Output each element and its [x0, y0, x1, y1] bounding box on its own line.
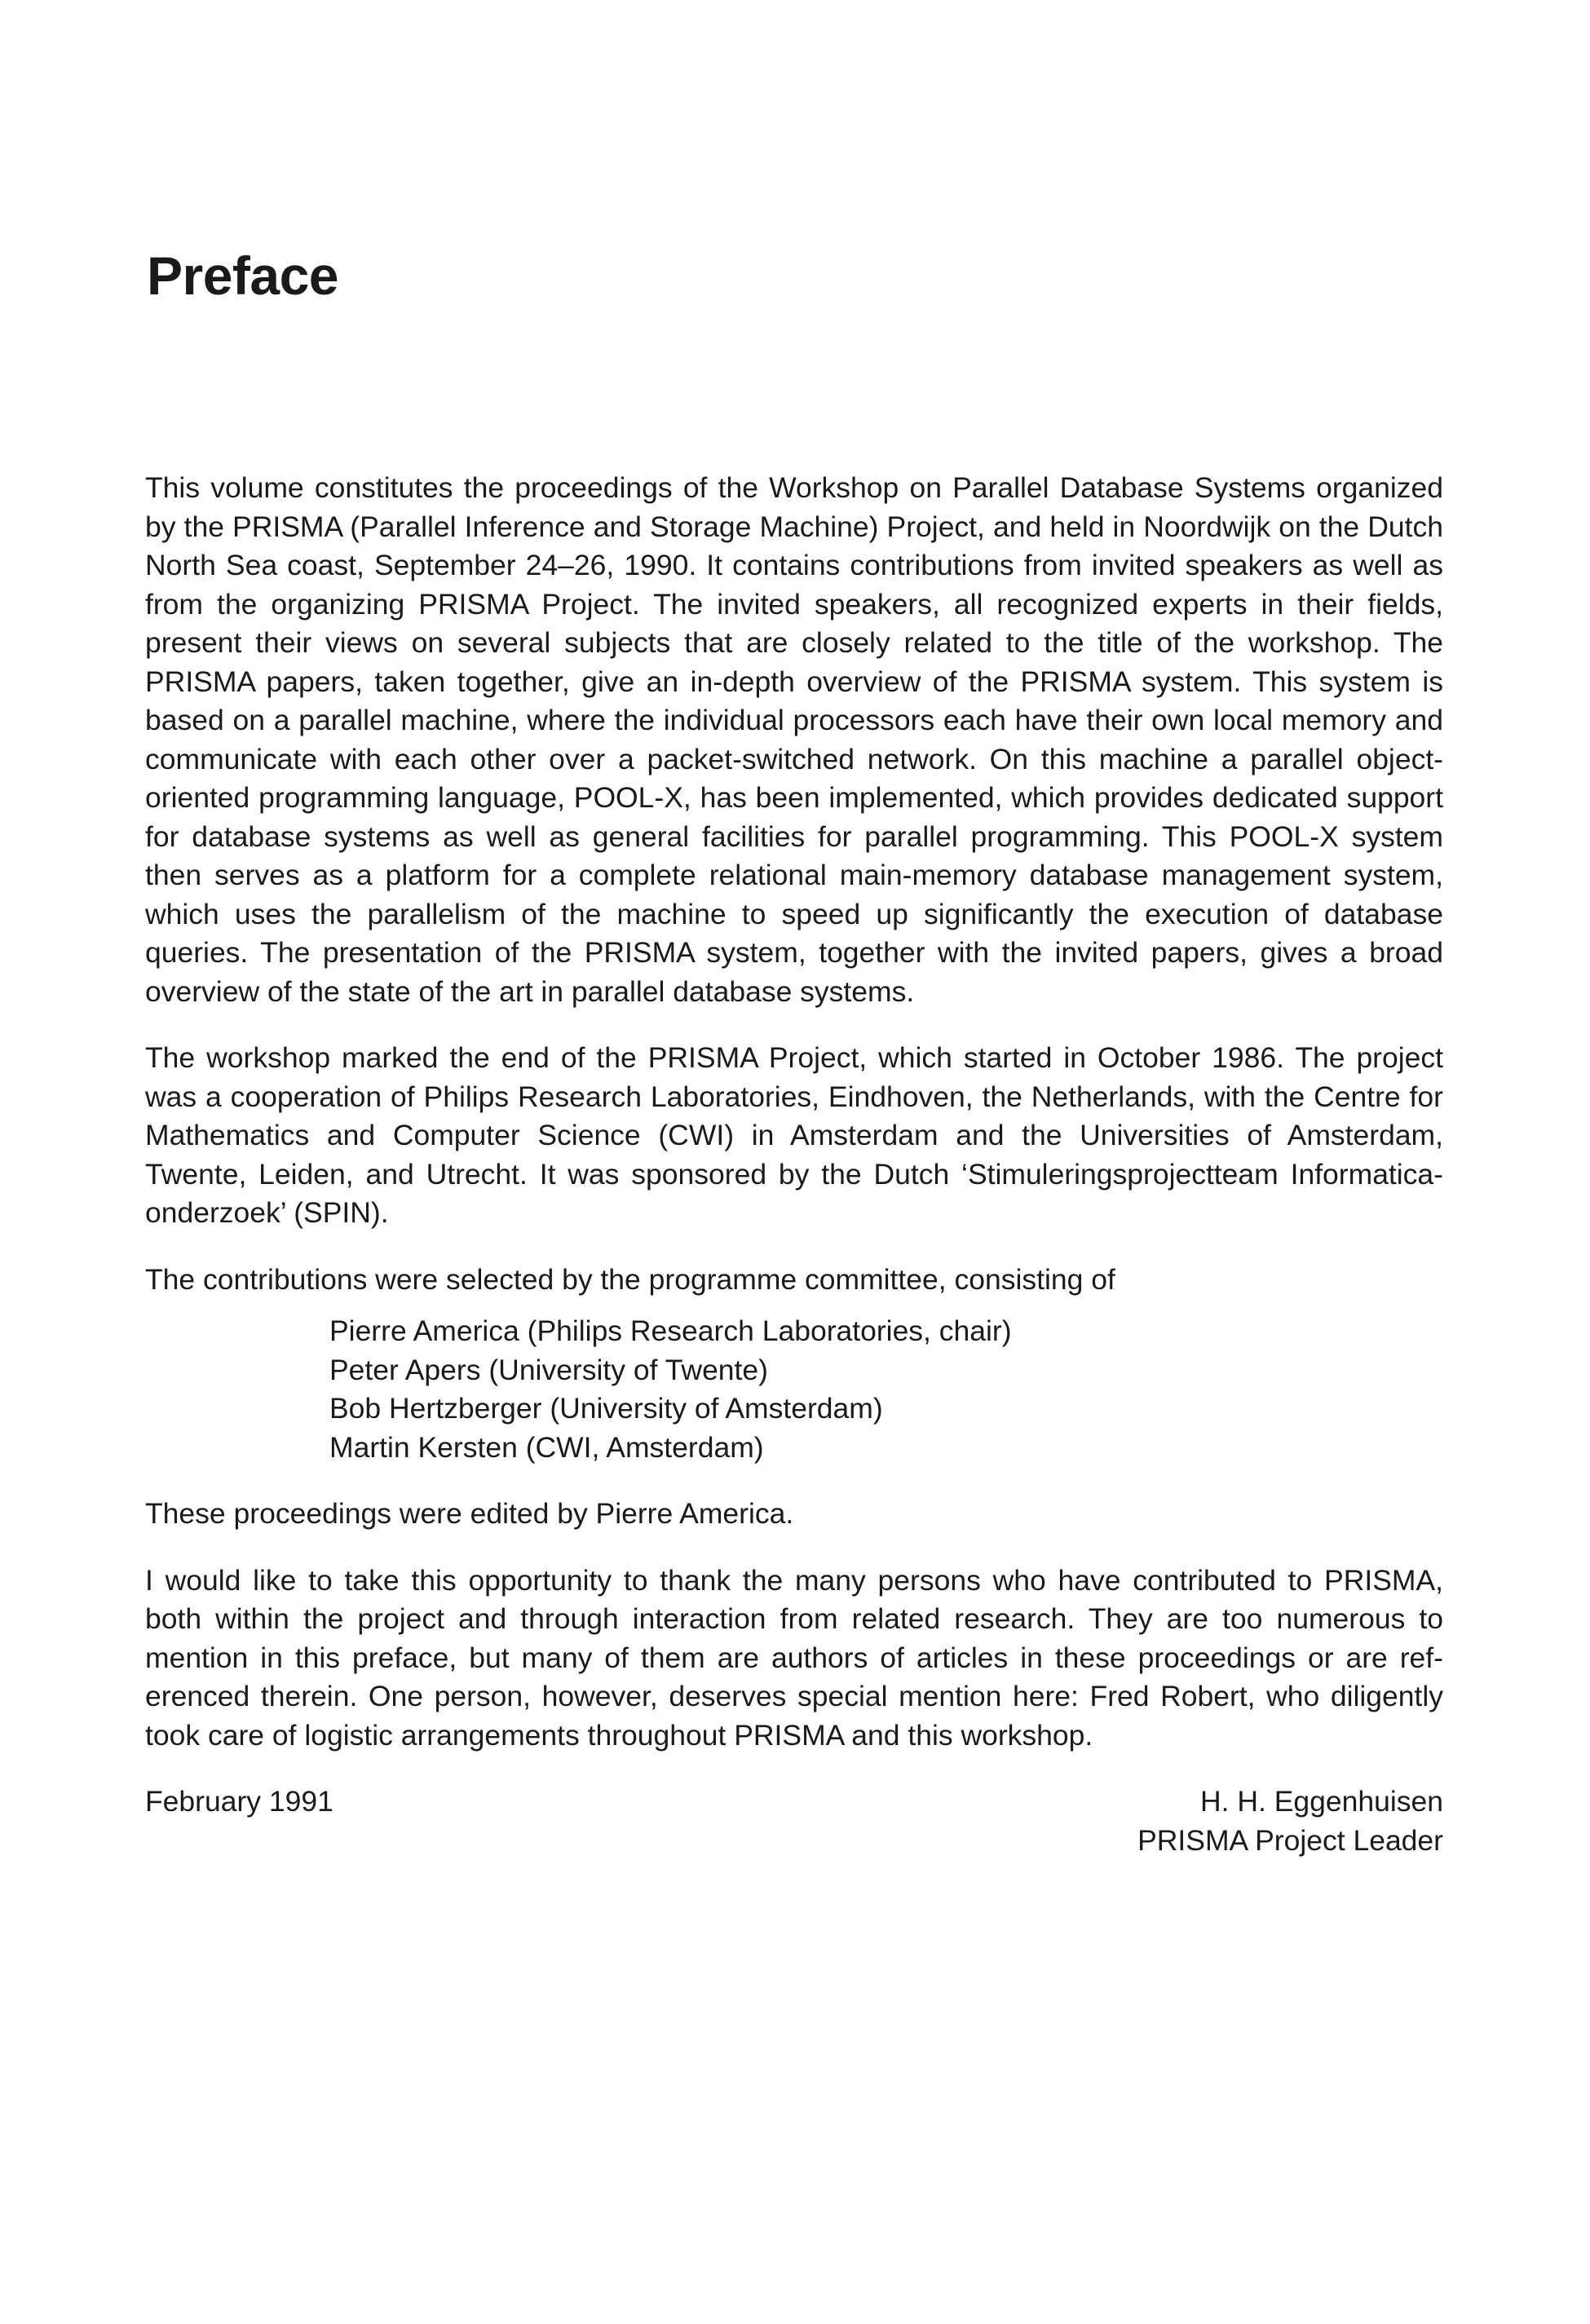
- paragraph-intro: This volume constitutes the proceedings of the Workshop on Parallel Database Systems organized by the PRISMA (Parallel Inference and Storage Machine) Project, and held in Noordwijk on the Dutch North Sea coast, September 24–26, 1990. It contains contributions from invited speakers as well as from the organizing PRISMA Project. The invited speakers, all recognized experts in their fields, present their views on several subjects that are closely related to the title of the workshop. The PRISMA papers, taken together, give an in-depth overview of the PRISMA system. This system is based on a parallel machine, where the individual processors each have their own local memory and communicate with each other over a packet-switched network. On this machine a parallel object-oriented programming language, POOL-X, has been implemented, which provides dedicated support for database systems as well as general facilities for parallel programming. This POOL-X system then serves as a platform for a complete relational main-memory database management system, which uses the parallelism of the machine to speed up significantly the execution of database queries. The presentation of the PRISMA system, together with the invited papers, gives a broad overview of the state of the art in parallel database systems.: [145, 471, 1443, 1008]
- author-name: H. H. Eggenhuisen: [1200, 1785, 1443, 1818]
- author-signature: [1137, 1783, 1443, 1860]
- paragraph-project: The workshop marked the end of the PRISMA Project, which started in October 1986. The project was a cooperation of Philips Research Laboratories, Eindhoven, the Netherlands, with the Centre for Mathematics and Computer Science (CWI) in Amsterdam and the Universities of Amsterdam, Twente, Leiden, and Utrecht. It was sponsored by the Dutch ‘Stimuleringsprojectteam Informatica-onderzoek’ (SPIN).: [145, 1041, 1443, 1229]
- date-line: February 1991: [145, 1785, 333, 1818]
- committee-list: [329, 1312, 1443, 1467]
- committee-member: Pierre America (Philips Research Laboratories, chair): [329, 1314, 1012, 1347]
- page-title: Preface: [147, 245, 339, 306]
- paragraph-committee-intro: The contributions were selected by the programme committee, consisting of: [145, 1262, 1115, 1296]
- committee-member: Peter Apers (University of Twente): [329, 1353, 768, 1386]
- preface-body: [145, 469, 1443, 1860]
- paragraph-editor: These proceedings were edited by Pierre America.: [145, 1497, 794, 1530]
- committee-member: Martin Kersten (CWI, Amsterdam): [329, 1430, 764, 1464]
- signature-block: [145, 1783, 1443, 1860]
- author-role: PRISMA Project Leader: [1137, 1823, 1443, 1857]
- paragraph-thanks: I would like to take this opportunity to thank the many persons who have contributed to PRISMA, both within the project and through interaction from related research. They are too numerous to mention in this preface, but many of them are authors of articles in these proceedings or are referenced therein. One person, however, deserves special mention here: Fred Robert, who diligently took care of logistic arrangements throughout PRISMA and this workshop.: [145, 1563, 1443, 1752]
- committee-member: Bob Hertzberger (University of Amsterdam): [329, 1392, 883, 1425]
